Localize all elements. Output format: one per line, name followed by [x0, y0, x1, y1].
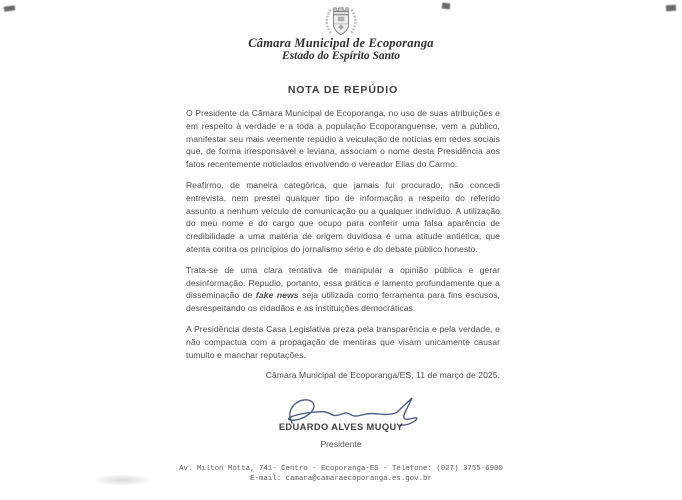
scan-artifact-top-left [4, 5, 16, 11]
footer-address: Av. Milton Motta, 741- Centro - Ecoporanga-ES - Telefone: (027) 3755-6900 [179, 465, 503, 473]
org-state: Estado do Espírito Santo [282, 50, 400, 62]
document-title: NOTA DE REPÚDIO [287, 84, 399, 96]
fake-news-emphasis: fake news [255, 290, 299, 301]
document-body [186, 84, 500, 390]
municipal-crest-icon [322, 4, 360, 40]
letterhead [0, 36, 682, 63]
paragraph-4: A Presidência desta Casa Legislativa preza pela transparência e pela verdade, e não compactua com a propagação de mentiras que visam unicamente causar tumulto e manchar reputações. [186, 323, 500, 360]
paragraph-3-text-cont: seja utilizada como ferramenta para fins escusos, desrespeitando os cidadãos e as instituições democráticas. [186, 290, 500, 314]
scan-artifact-top-right [666, 5, 676, 12]
document-footer [0, 464, 682, 484]
paragraph-3-text: Trata-se de uma clara tentativa de manipular a opinião pública e gerar desinformação. Repudio, portanto, essa prática e lamento profundamente que a disseminação de [186, 264, 500, 301]
paragraph-3 [186, 264, 500, 315]
org-name: Câmara Municipal de Ecoporanga [248, 36, 434, 50]
dateline: Câmara Municipal de Ecoporanga/ES, 11 de março de 2025. [265, 370, 500, 381]
signature-block [0, 394, 682, 449]
scan-artifact-top-center [442, 3, 451, 10]
paragraph-1: O Presidente da Câmara Municipal de Ecoporanga, no uso de suas atribuições e em respeito à verdade e a toda a população Ecoporanguense, vem a público, manifestar seu mais veemente repúdio à veiculação de notícias em redes sociais que, de forma irresponsável e leviana, associam o nome desta Presidência aos fatos recentemente noticiados envolvendo o vereador Elias do Carmo. [186, 108, 500, 170]
paragraph-2: Reafirmo, de maneira categórica, que jamais fui procurado, não concedi entrevista, nem prestei qualquer tipo de informação a respeito do referido assunto a nenhum veículo de comunicação ou a qualquer indivíduo. A utilização do meu nome e do cargo que ocupo para conferir uma falsa aparência de credibilidade a uma matéria de origem duvidosa é uma atitude antiética, que atenta contra os princípios do jornalismo sério e do debate público honesto. [186, 179, 500, 254]
footer-email: E-mail: camara@camaraecoporanga.es.gov.br [250, 475, 432, 483]
signer-role: Presidente [320, 439, 362, 449]
signer-name: EDUARDO ALVES MUQUY [278, 422, 404, 432]
